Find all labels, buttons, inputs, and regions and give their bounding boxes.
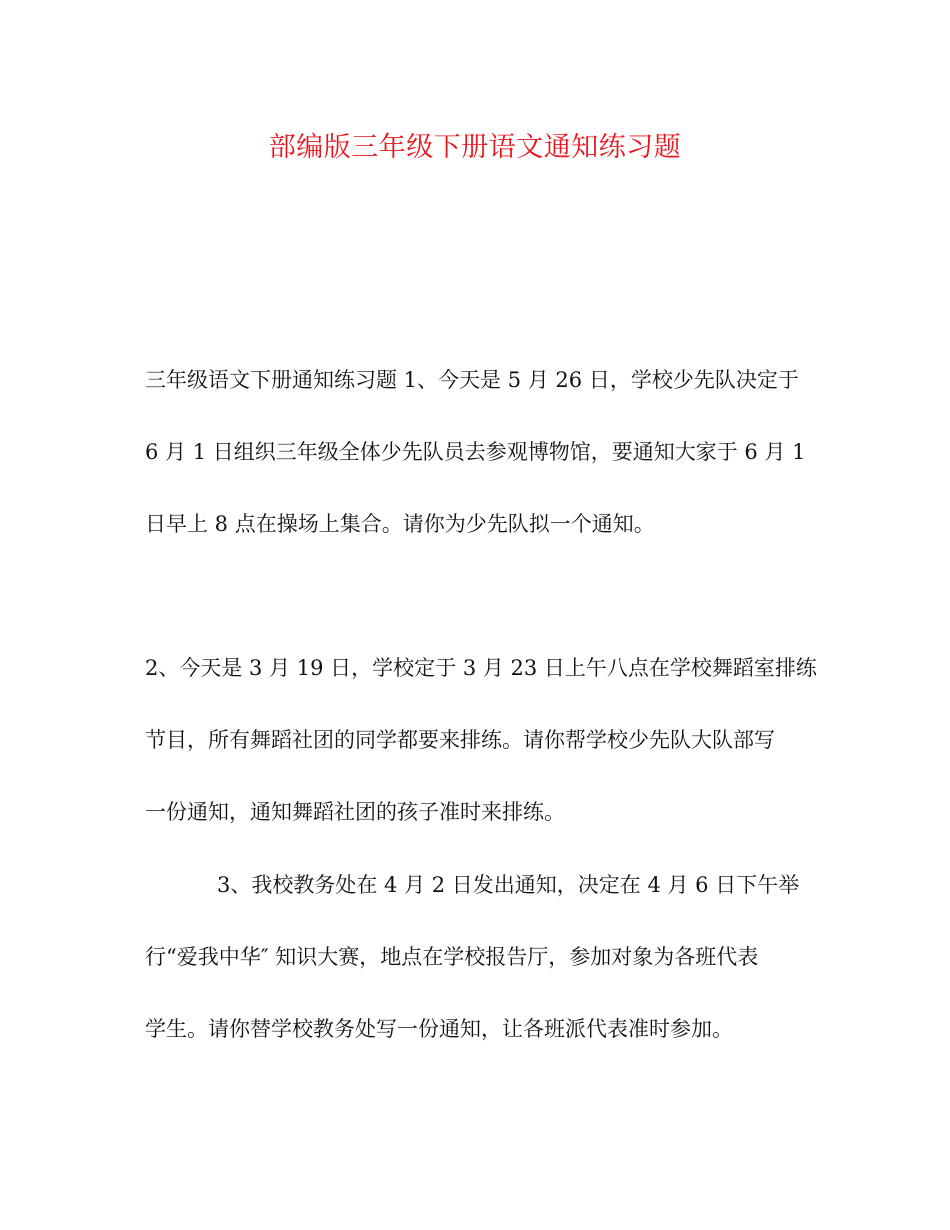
question-3-line-2: 行“爱我中华″ 知识大赛，地点在学校报告厅，参加对象为各班代表 — [145, 945, 759, 969]
question-2-line-1: 2、今天是 3 月 19 日，学校定于 3 月 23 日上午八点在学校舞蹈室排练 — [145, 656, 817, 680]
document-title: 部编版三年级下册语文通知练习题 — [268, 132, 682, 163]
question-1-line-1: 三年级语文下册通知练习题 1、今天是 5 月 26 日，学校少先队决定于 — [145, 368, 799, 392]
question-1-line-2: 6 月 1 日组织三年级全体少先队员去参观博物馆，要通知大家于 6 月 1 — [145, 440, 806, 464]
question-3-line-1: 3、我校教务处在 4 月 2 日发出通知，决定在 4 月 6 日下午举 — [217, 873, 800, 897]
question-2-line-3: 一份通知，通知舞蹈社团的孩子准时来排练。 — [145, 800, 565, 824]
question-2-line-2: 节目，所有舞蹈社团的同学都要来排练。请你帮学校少先队大队部写 — [145, 728, 775, 752]
question-3-line-3: 学生。请你替学校教务处写一份通知，让各班派代表准时参加。 — [145, 1017, 733, 1041]
question-1-line-3: 日早上 8 点在操场上集合。请你为少先队拟一个通知。 — [145, 512, 655, 536]
